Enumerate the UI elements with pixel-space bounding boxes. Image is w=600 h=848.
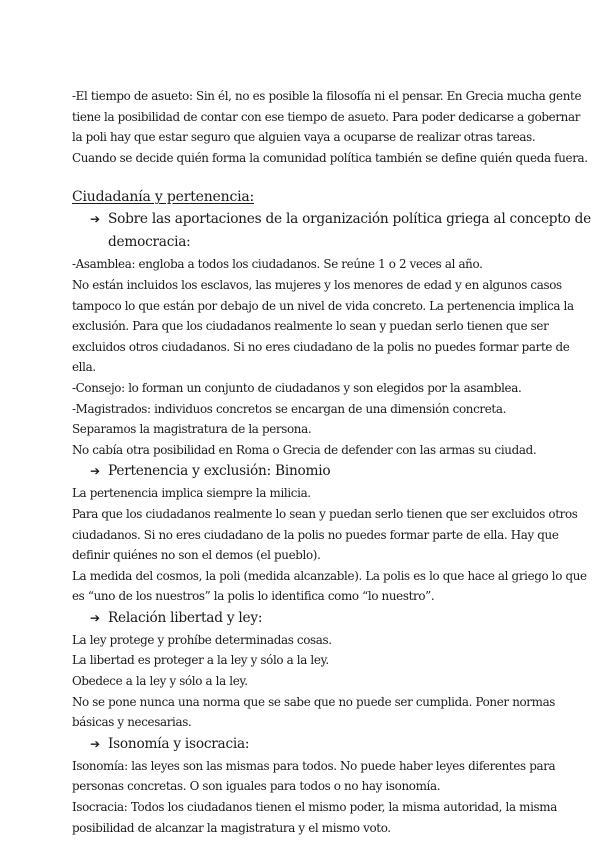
intro-line: la poli hay que estar seguro que alguien vaya a ocuparse de realizar otras tareas. xyxy=(72,130,536,145)
arrow-bullet-icon: ➔ xyxy=(90,464,100,479)
bullet-heading-text: Isonomía y isocracia: xyxy=(108,735,250,752)
body-line: La medida del cosmos, la poli (medida alcanzable). La polis es lo que hace al griego lo que xyxy=(72,568,587,583)
body-line: básicas y necesarias. xyxy=(72,715,192,730)
body-line: exclusión. Para que los ciudadanos realmente lo sean y puedan serlo tienen que ser xyxy=(72,319,549,334)
body-line: -Magistrados: individuos concretos se encargan de una dimensión concreta. xyxy=(72,401,507,416)
body-line: La libertad es proteger a la ley y sólo a la ley. xyxy=(72,653,329,668)
body-line: -Asamblea: engloba a todos los ciudadanos. Se reúne 1 o 2 veces al año. xyxy=(72,257,483,272)
body-line: excluidos otros ciudadanos. Si no eres ciudadano de la polis no puedes formar parte de xyxy=(72,339,570,354)
bullet-heading xyxy=(90,208,600,254)
body-line: Isocracia: Todos los ciudadanos tienen el mismo poder, la misma autoridad, la misma xyxy=(72,800,557,815)
body-line: es “uno de los nuestros” la polis lo identifica como “lo nuestro”. xyxy=(72,589,435,604)
intro-line: -El tiempo de asueto: Sin él, no es posible la filosofía ni el pensar. En Grecia mucha gente xyxy=(72,89,582,103)
arrow-bullet-icon: ➔ xyxy=(90,610,100,625)
arrow-bullet-icon: ➔ xyxy=(90,212,100,227)
body-line: personas concretas. O son iguales para todos o no hay isonomía. xyxy=(72,779,441,794)
body-line: La pertenencia implica siempre la milicia. xyxy=(72,486,311,501)
body-line: La ley protege y prohíbe determinadas cosas. xyxy=(72,632,332,647)
body-line: Para que los ciudadanos realmente lo sean y puedan serlo tienen que ser excluidos otros xyxy=(72,506,578,521)
intro-line: tiene la posibilidad de contar con ese tiempo de asueto. Para poder dedicarse a gobernar xyxy=(72,109,581,124)
body-line: Isonomía: las leyes son las mismas para todos. No puede haber leyes diferentes para xyxy=(72,758,556,773)
spacer xyxy=(72,168,600,186)
intro-line: Cuando se decide quién forma la comunidad política también se define quién queda fuera. xyxy=(72,150,588,165)
body-line: ella. xyxy=(72,360,96,375)
body-line: tampoco lo que están por debajo de un nivel de vida concreto. La pertenencia implica la xyxy=(72,298,574,313)
document-body xyxy=(72,86,600,838)
body-line: posibilidad de alcanzar la magistratura y el mismo voto. xyxy=(72,820,391,835)
body-line: Separamos la magistratura de la persona. xyxy=(72,422,312,437)
body-line: definir quiénes no son el demos (el pueblo). xyxy=(72,548,321,563)
bullet-heading xyxy=(90,733,600,756)
bullet-heading-text: Relación libertad y ley: xyxy=(108,609,263,626)
section-title: Ciudadanía y pertenencia: xyxy=(72,189,255,206)
body-line: -Consejo: lo forman un conjunto de ciudadanos y son elegidos por la asamblea. xyxy=(72,380,522,395)
body-line: ciudadanos. Si no eres ciudadano de la polis no puedes formar parte de ella. Hay que xyxy=(72,527,559,542)
body-line: No se pone nunca una norma que se sabe que no puede ser cumplida. Poner normas xyxy=(72,694,556,709)
bullet-heading-text: Sobre las aportaciones de la organización política griega al concepto de democracia: xyxy=(108,211,592,251)
body-line: No están incluidos los esclavos, las mujeres y los menores de edad y en algunos casos xyxy=(72,277,562,292)
arrow-bullet-icon: ➔ xyxy=(90,736,100,751)
body-line: Obedece a la ley y sólo a la ley. xyxy=(72,674,248,689)
bullet-heading xyxy=(90,460,600,483)
bullet-heading xyxy=(90,607,600,630)
body-line: No cabía otra posibilidad en Roma o Grecia de defender con las armas su ciudad. xyxy=(72,442,537,457)
bullet-heading-text: Pertenencia y exclusión: Binomio xyxy=(108,463,331,480)
